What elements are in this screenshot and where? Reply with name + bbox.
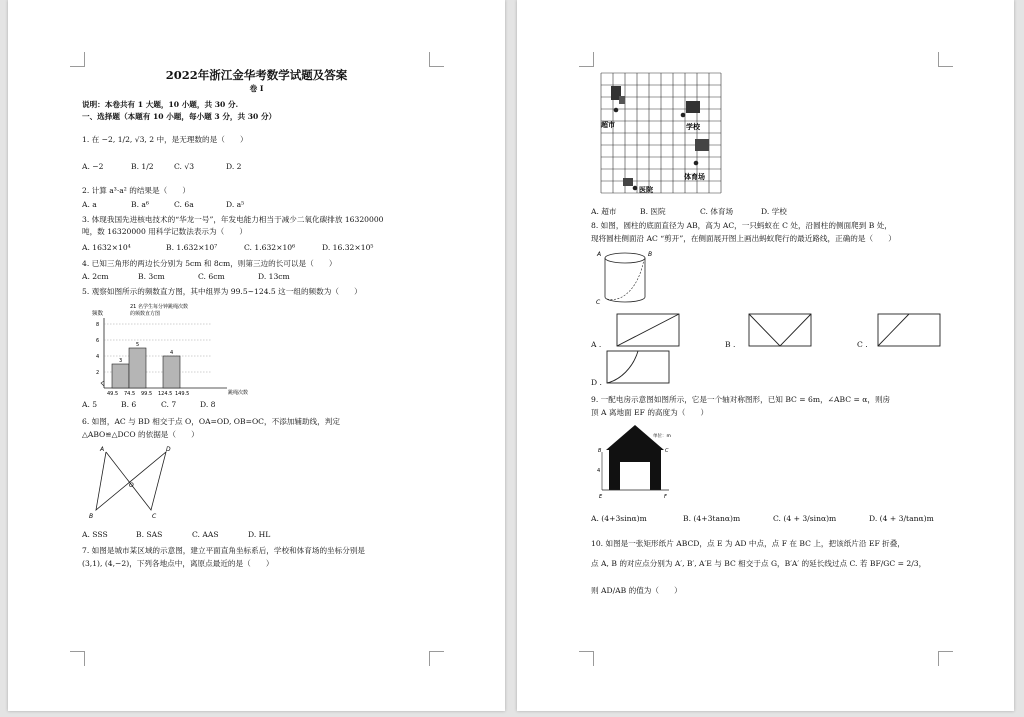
- question-10-line-2: 点 A, B 的对应点分别为 A′, B′, A′E 与 BC 相交于点 G，B′A′ 的延长线过点 C. 若 BF/GC = 2/3，: [591, 559, 927, 568]
- document-page-1: [8, 0, 505, 711]
- place-label-supermarket: 超市: [601, 121, 615, 129]
- q7-option-b: B. 医院: [640, 207, 666, 216]
- question-10-line-3: 则 AD/AB 的值为（ ）: [591, 586, 682, 595]
- cylinder-label-b: B: [648, 251, 653, 258]
- q8-option-c-figure: [877, 313, 941, 347]
- q3-option-d: D. 16.32×10⁵: [322, 243, 374, 252]
- q5-option-d: D. 8: [200, 400, 216, 409]
- question-8-line-1: 8. 如图，圆柱的底面直径为 AB，高为 AC，一只蚂蚁在 C 处，沿圆柱的侧面爬到 B 处，: [591, 221, 892, 230]
- q6-option-b: B. SAS: [136, 530, 163, 539]
- point-b-label: B: [89, 513, 94, 520]
- q3-option-c: C. 1.632×10⁶: [244, 243, 296, 252]
- house-label-c: C: [665, 448, 669, 454]
- question-1: 1. 在 −2, 1/2, √3, 2 中，是无理数的是（ ）: [82, 135, 248, 144]
- histogram-y-tick: 8: [96, 322, 100, 328]
- q9-option-b: B. (4+3tanα)m: [683, 514, 741, 523]
- question-9-line-1: 9. 一配电房示意图如图所示，它是一个轴对称图形，已知 BC = 6m，∠ABC = α，则房: [591, 395, 891, 404]
- q8-option-d-figure: [606, 350, 670, 384]
- q9-option-a: A. (4+3sinα)m: [591, 514, 647, 523]
- question-10-line-1: 10. 如图是一张矩形纸片 ABCD，点 E 为 AD 中点，点 F 在 BC 上，把该纸片沿 EF 折叠，: [591, 539, 905, 548]
- q2-option-d: D. a⁵: [226, 200, 245, 209]
- q1-option-a: A. −2: [82, 162, 104, 171]
- q3-option-a: A. 1632×10⁴: [82, 243, 131, 252]
- city-grid-map: [599, 71, 724, 197]
- house-label-a: A: [632, 422, 636, 427]
- place-label-school: 学校: [686, 123, 700, 131]
- cylinder-label-c: C: [596, 299, 601, 306]
- point-a-label: A: [100, 446, 105, 453]
- crop-mark: [429, 52, 444, 67]
- question-9-line-2: 顶 A 离地面 EF 的高度为（ ）: [591, 408, 709, 417]
- q3-option-b: B. 1.632×10⁷: [166, 243, 218, 252]
- q4-option-d: D. 13cm: [258, 272, 290, 281]
- volume-label: 卷 I: [249, 84, 264, 93]
- q9-option-d: D. (4 + 3/tanα)m: [869, 514, 934, 523]
- histogram-x-tick: 74.5: [124, 391, 136, 397]
- house-unit-label: 单位：m: [653, 434, 671, 439]
- q8-option-b: B .: [725, 340, 736, 349]
- q7-option-a: A. 超市: [591, 207, 617, 216]
- histogram-y-tick: 4: [96, 354, 100, 360]
- histogram-x-tick: 49.5: [107, 391, 119, 397]
- q8-option-a: A .: [591, 340, 602, 349]
- q6-option-d: D. HL: [248, 530, 271, 539]
- bowtie-triangles-figure: [86, 442, 176, 522]
- power-house-figure: [597, 422, 687, 500]
- crop-mark: [70, 651, 85, 666]
- histogram-bar-label: 4: [170, 350, 174, 356]
- histogram-bar-label: 5: [136, 342, 140, 348]
- q5-option-c: C. 7: [161, 400, 177, 409]
- histogram-ylabel: 频数: [92, 311, 104, 317]
- q7-option-c: C. 体育场: [700, 207, 734, 216]
- question-3-line-2: 吨，数 16320000 用科学记数法表示为（ ）: [82, 227, 247, 236]
- crop-mark: [938, 651, 953, 666]
- place-label-hospital: 医院: [639, 186, 653, 194]
- house-label-e: E: [599, 494, 603, 500]
- histogram-bar: [129, 348, 146, 388]
- q8-option-b-figure: [748, 313, 812, 347]
- crop-mark: [579, 52, 594, 67]
- cylinder-figure: [593, 247, 663, 307]
- histogram-bar: [112, 364, 129, 388]
- house-label-b: B: [598, 448, 602, 454]
- crop-mark: [579, 651, 594, 666]
- document-page-2: [517, 0, 1014, 711]
- q4-option-b: B. 3cm: [138, 272, 165, 281]
- crop-mark: [429, 651, 444, 666]
- q1-option-d: D. 2: [226, 162, 242, 171]
- q2-option-c: C. 6a: [174, 200, 194, 209]
- question-6-line-2: △ABO≌△DCO 的依据是（ ）: [82, 430, 199, 439]
- point-d-label: D: [166, 446, 171, 453]
- question-4: 4. 已知三角形的两边长分别为 5cm 和 8cm，则第三边的长可以是（ ）: [82, 259, 337, 268]
- histogram-title-line-1: 21 名学生每分钟跳绳次数: [130, 304, 188, 310]
- q5-option-a: A. 5: [82, 400, 98, 409]
- question-5: 5. 观察如图所示的频数直方图，其中组界为 99.5~124.5 这一组的频数为（ ）: [82, 287, 362, 296]
- question-6-line-1: 6. 如图，AC 与 BD 相交于点 O，OA=OD, OB=OC，不添加辅助线，判定: [82, 417, 340, 426]
- q4-option-c: C. 6cm: [198, 272, 225, 281]
- point-c-label: C: [152, 513, 157, 520]
- cylinder-label-a: A: [597, 251, 602, 258]
- crop-mark: [938, 52, 953, 67]
- histogram-bar-label: 3: [119, 358, 123, 364]
- page-title: 2022年浙江金华考数学试题及答案: [165, 68, 348, 82]
- q6-option-c: C. AAS: [192, 530, 219, 539]
- histogram-xlabel: 跳绳次数: [228, 390, 249, 396]
- question-7-line-2: (3,1), (4,−2)，下列各地点中，离原点最近的是（ ）: [82, 559, 274, 568]
- crop-mark: [70, 52, 85, 67]
- q4-option-a: A. 2cm: [82, 272, 109, 281]
- q9-option-c: C. (4 + 3/sinα)m: [773, 514, 837, 523]
- histogram-x-tick: 99.5: [141, 391, 153, 397]
- instructions: 说明：本卷共有 1 大题，10 小题，共 30 分.: [82, 100, 239, 109]
- question-8-line-2: 现将圆柱侧面沿 AC “剪开”，在侧面展开图上画出蚂蚁爬行的最近路线，正确的是（ ）: [591, 234, 896, 243]
- question-3-line-1: 3. 体现我国先进核电技术的“华龙一号”，年发电能力相当于减少二氧化碳排放 16320000: [82, 215, 384, 224]
- q2-option-a: A. a: [82, 200, 97, 209]
- q8-option-a-figure: [616, 313, 680, 347]
- q8-option-c: C .: [857, 340, 868, 349]
- q6-option-a: A. SSS: [82, 530, 108, 539]
- histogram-x-tick: 149.5: [175, 391, 190, 397]
- histogram-y-tick: 2: [96, 370, 100, 376]
- q8-option-d: D .: [591, 378, 602, 387]
- histogram-x-tick: 124.5: [158, 391, 173, 397]
- place-label-stadium: 体育场: [684, 173, 705, 181]
- q2-option-b: B. a⁶: [131, 200, 149, 209]
- frequency-histogram: [92, 298, 252, 398]
- q7-option-d: D. 学校: [761, 207, 787, 216]
- section-heading: 一、选择题（本题有 10 小题，每小题 3 分，共 30 分）: [82, 112, 277, 121]
- question-2: 2. 计算 a³·a² 的结果是（ ）: [82, 186, 190, 195]
- point-o-label: O: [129, 482, 134, 489]
- house-label-f: F: [664, 494, 667, 500]
- q1-option-b: B. 1/2: [131, 162, 154, 171]
- q1-option-c: C. √3: [174, 162, 195, 171]
- histogram-y-tick: 6: [96, 338, 100, 344]
- histogram-title-line-2: 的频数直方图: [130, 311, 161, 317]
- q5-option-b: B. 6: [121, 400, 137, 409]
- house-height-label: 4: [597, 468, 601, 474]
- question-7-line-1: 7. 如图是城市某区域的示意图，建立平面直角坐标系后，学校和体育场的坐标分别是: [82, 546, 366, 555]
- histogram-bar: [163, 356, 180, 388]
